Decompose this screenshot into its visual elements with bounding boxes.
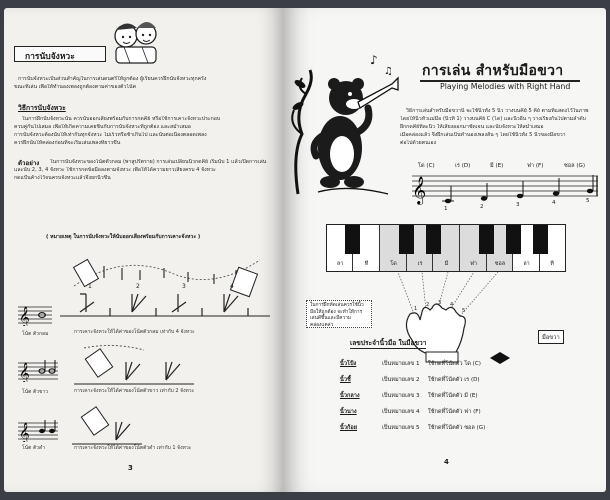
key-label: เร bbox=[417, 261, 423, 267]
section-heading: วิธีการนับจังหวะ bbox=[18, 104, 66, 112]
finger-number: 3 bbox=[438, 300, 442, 306]
fingering-row bbox=[340, 392, 540, 402]
key-label: มี bbox=[444, 261, 449, 267]
page-number: 3 bbox=[128, 464, 133, 472]
finger-number: 4 bbox=[552, 200, 556, 206]
piano-keyboard bbox=[326, 224, 566, 272]
black-key bbox=[345, 225, 360, 254]
body-line: ควบคู่กันไปเสมอ เพื่อให้เกิดความเคยชินกับการนับจังหวะที่ถูกต้อง และสม่ำเสมอ bbox=[14, 124, 191, 130]
example-line: และนับ 2, 3, 4 จังหวะ ใช้การกดข้อมือลงตามจังหวะ เพื่อให้ได้ความยาวเสียงครบ 4 จังหวะ bbox=[14, 167, 216, 173]
note-label: เร (D) bbox=[455, 163, 471, 169]
key-label: ลา bbox=[523, 261, 530, 267]
fingering-heading: เลขประจำนิ้วมือ ในมือขวา bbox=[350, 339, 427, 347]
svg-text:♫: ♫ bbox=[384, 66, 393, 77]
finger-name: นิ้วกลาง bbox=[340, 393, 360, 399]
body-line: เมื่อคล่องแล้ว จึงฝึกเล่นเป็นทำนองเพลงสั้น ๆ โดยใช้นิ้วทั้ง 5 นิ้วของมือขวา bbox=[400, 132, 566, 138]
staff-half-note bbox=[18, 360, 58, 386]
treble-staff bbox=[412, 170, 598, 208]
black-key bbox=[426, 225, 441, 254]
finger-number: 5 bbox=[462, 308, 466, 314]
key-label: ที bbox=[550, 261, 554, 267]
fingering-row bbox=[340, 408, 540, 418]
finger-note-text: ใช้กดที่โน้ตตัว ฟา (F) bbox=[428, 409, 481, 415]
finger-name: นิ้วชี้ bbox=[340, 377, 351, 383]
fingering-row bbox=[340, 376, 540, 386]
staff-whole-note bbox=[18, 304, 52, 326]
finger-number: 3 bbox=[516, 202, 520, 208]
count-number: 1 bbox=[88, 283, 92, 290]
quarter-note-beats bbox=[72, 402, 142, 446]
body-line: วิธีการเล่นสำหรับมือขวานี้ จะใช้นิ้วทั้ง 5 นิ้ว วางบนคีย์ 5 คีย์ ตามที่แสดงไว้ในภาพ bbox=[406, 108, 589, 114]
intro-line: ขณะที่เล่น เพื่อให้ทำนองเพลงถูกต้องตามค่าของตัวโน้ต bbox=[14, 84, 136, 90]
caption: โน้ต ตัวขาว bbox=[22, 389, 49, 395]
black-key bbox=[533, 225, 548, 254]
example-note: ( หมายเหตุ ในการนับจังหวะให้นับออกเสียงพร้อมกับการเคาะจังหวะ ) bbox=[46, 234, 201, 240]
example-label: ตัวอย่าง bbox=[18, 160, 40, 167]
finger-number: 1 bbox=[414, 306, 418, 312]
finger-name: นิ้วก้อย bbox=[340, 425, 357, 431]
left-page bbox=[4, 8, 284, 492]
finger-number-text: เป็นหมายเลข 2 bbox=[382, 377, 420, 383]
body-line: การนับจังหวะต้องนับให้เท่ากันทุกจังหวะ ไม่เร็วหรือช้าเกินไป และนับต่อเนื่องตลอดเพลง bbox=[14, 132, 207, 138]
body-line: ควรฝึกนับให้คล่องก่อนที่จะเริ่มเล่นเพลงที่ยาวขึ้น bbox=[14, 140, 121, 146]
finger-number-text: เป็นหมายเลข 5 bbox=[382, 425, 420, 431]
note-label: มี (E) bbox=[490, 163, 504, 169]
finger-name: นิ้วนาง bbox=[340, 409, 357, 415]
tip-callout: ในการฝึกหัดเล่นควรใช้นิ้วมือให้ถูกต้อง จะทำให้การเล่นดีขึ้นและมีความคล่องแคล่ว bbox=[306, 300, 372, 328]
body-line: โดยให้นิ้วหัวแม่มือ (นิ้วที่ 1) วางบนคีย์ C (โด) และนิ้วอื่น ๆ วางเรียงกันไปตามลำดับ bbox=[400, 116, 586, 122]
section-banner-title: การนับจังหวะ bbox=[25, 52, 75, 62]
bear-trumpet-illustration bbox=[288, 44, 402, 204]
section-banner bbox=[14, 46, 106, 62]
children-illustration bbox=[104, 16, 168, 68]
finger-number: 4 bbox=[450, 302, 454, 308]
key-label: ซอล bbox=[494, 261, 506, 267]
note-label: ซอล (G) bbox=[564, 163, 586, 169]
body-line: ต่อไปด้วยตนเอง bbox=[400, 140, 437, 146]
caption: การเคาะจังหวะให้ได้ค่าของโน้ตตัวกลม เท่ากับ 4 จังหวะ bbox=[74, 329, 195, 335]
finger-note-text: ใช้กดที่โน้ตตัว โด (C) bbox=[428, 361, 481, 367]
key-label: ที bbox=[364, 261, 369, 267]
caption: การเคาะจังหวะให้ได้ค่าของโน้ตตัวขาว เท่ากับ 2 จังหวะ bbox=[74, 388, 195, 394]
finger-number: 5 bbox=[586, 198, 590, 204]
caption: โน้ต ตัวกลม bbox=[22, 331, 49, 337]
finger-number-text: เป็นหมายเลข 1 bbox=[382, 361, 420, 367]
svg-text:𝄞: 𝄞 bbox=[412, 176, 427, 204]
black-key bbox=[479, 225, 494, 254]
count-number: 2 bbox=[136, 283, 140, 290]
black-key bbox=[506, 225, 521, 254]
right-hand-illustration bbox=[372, 270, 522, 370]
intro-line: การนับจังหวะเป็นส่วนสำคัญในการเล่นดนตรีให้ถูกต้อง ผู้เรียนควรฝึกนับจังหวะทุกครั้ง bbox=[18, 76, 207, 82]
count-number: 4 bbox=[230, 283, 234, 290]
whole-note-beats bbox=[60, 278, 270, 318]
key-label: ฟา bbox=[470, 261, 477, 267]
finger-number-text: เป็นหมายเลข 4 bbox=[382, 409, 420, 415]
finger-note-text: ใช้กดที่โน้ตตัว เร (D) bbox=[428, 377, 480, 383]
finger-note-text: ใช้กดที่โน้ตตัว มี (E) bbox=[428, 393, 478, 399]
body-line: ฝึกกดคีย์ทีละนิ้ว ให้เสียงออกมาชัดเจน และนับจังหวะให้สม่ำเสมอ bbox=[400, 124, 544, 130]
fingering-row bbox=[340, 360, 540, 370]
body-line: ในการฝึกนับจังหวะนั้น ควรนับออกเสียงพร้อมกับการกดคีย์ หรือใช้การเคาะจังหวะประกอบ bbox=[22, 116, 221, 122]
note-label: โด (C) bbox=[418, 163, 435, 169]
caption: โน้ต ตัวดำ bbox=[22, 445, 46, 451]
half-note-beats bbox=[74, 340, 194, 386]
count-number: 3 bbox=[182, 283, 186, 290]
page-title: การเล่น สำหรับมือขวา bbox=[422, 63, 564, 79]
right-hand-tag: มือขวา bbox=[538, 330, 564, 344]
note-label: ฟา (F) bbox=[527, 163, 544, 169]
example-line: ในการนับจังหวะของโน้ตตัวกลม (พาสูปรัตราย) การเล่นเปลี่ยนนิ้วกดคีย์ เริ่มนับ 1 แล้วเปิดการเล่น bbox=[50, 159, 267, 165]
svg-text:♪: ♪ bbox=[370, 53, 378, 67]
finger-number: 2 bbox=[426, 302, 430, 308]
black-key bbox=[399, 225, 414, 254]
finger-number: 2 bbox=[480, 204, 484, 210]
page-number: 4 bbox=[444, 458, 449, 466]
finger-number: 1 bbox=[444, 206, 448, 212]
caption: การเคาะจังหวะให้ได้ค่าของโน้ตตัวดำ เท่ากับ 1 จังหวะ bbox=[74, 445, 192, 451]
finger-number-text: เป็นหมายเลข 3 bbox=[382, 393, 420, 399]
finger-note-text: ใช้กดที่โน้ตตัว ซอล (G) bbox=[428, 425, 486, 431]
svg-text:𝄞: 𝄞 bbox=[19, 307, 30, 326]
right-page bbox=[284, 8, 606, 492]
svg-text:𝄞: 𝄞 bbox=[19, 363, 30, 382]
svg-text:𝄞: 𝄞 bbox=[19, 423, 30, 442]
finger-name: นิ้วโป้ง bbox=[340, 361, 357, 367]
fingering-row bbox=[340, 424, 540, 434]
staff-quarter-note bbox=[18, 420, 58, 446]
example-line: กดแป้นค้างไว้จนครบจังหวะแล้วจึงยกนิ้วขึ้น bbox=[14, 175, 111, 181]
page-subtitle: Playing Melodies with Right Hand bbox=[440, 82, 571, 91]
key-label: โด bbox=[390, 261, 397, 267]
key-label: ลา bbox=[336, 261, 344, 267]
